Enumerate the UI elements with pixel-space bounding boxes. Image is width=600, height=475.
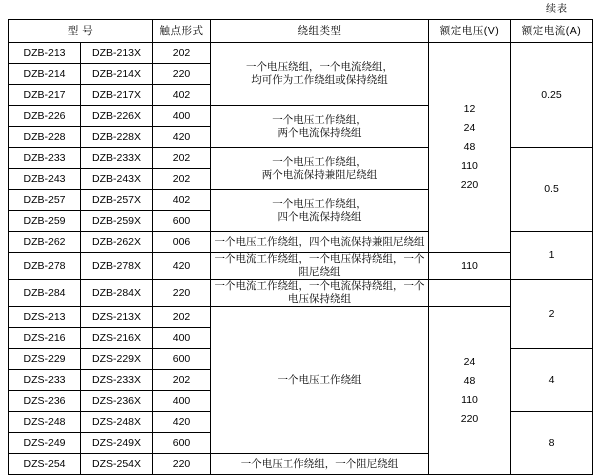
table-body [9,43,593,475]
cell-model-variant: DZB-243X [81,169,153,190]
cell-model-standard: DZB-284 [9,280,81,307]
cell-winding-type: 一个电流工作绕组，一个电流保持绕组，一个电压保持绕组 [211,280,429,307]
cell-model-variant: DZB-228X [81,127,153,148]
cell-contact-form: 202 [153,43,211,64]
cell-rated-current: 2 [511,280,593,349]
cell-model-variant: DZB-214X [81,64,153,85]
cell-model-standard: DZB-228 [9,127,81,148]
cell-model-standard: DZS-249 [9,433,81,454]
header-contact-form: 触点形式 [153,20,211,43]
cell-contact-form: 400 [153,391,211,412]
cell-model-standard: DZB-262 [9,232,81,253]
cell-rated-current: 0.25 [511,43,593,148]
cell-rated-voltage: 24 48 110 220 [429,307,511,475]
cell-contact-form: 600 [153,433,211,454]
cell-winding-type: 一个电压工作绕组， 两个电流保持绕组 [211,106,429,148]
cell-rated-current: 8 [511,412,593,475]
cell-model-variant: DZB-262X [81,232,153,253]
cell-model-variant: DZS-248X [81,412,153,433]
table-row [9,253,593,280]
header-rated-current: 额定电流(A) [511,20,593,43]
cell-model-variant: DZB-257X [81,190,153,211]
specification-table [8,19,593,475]
cell-rated-current: 0.5 [511,148,593,232]
cell-model-standard: DZB-259 [9,211,81,232]
cell-model-variant: DZB-259X [81,211,153,232]
table-header-row [9,20,593,43]
cell-contact-form: 402 [153,85,211,106]
cell-rated-current: 1 [511,232,593,280]
cell-model-standard: DZS-216 [9,328,81,349]
cell-winding-type: 一个电压工作绕组，一个阻尼绕组 [211,454,429,475]
cell-model-standard: DZS-254 [9,454,81,475]
cell-contact-form: 400 [153,328,211,349]
cell-model-standard: DZS-236 [9,391,81,412]
table-row [9,280,593,307]
cell-contact-form: 600 [153,349,211,370]
cell-contact-form: 402 [153,190,211,211]
cell-winding-type: 一个电压绕组，一个电流绕组， 均可作为工作绕组或保持绕组 [211,43,429,106]
cell-contact-form: 400 [153,106,211,127]
cell-winding-type: 一个电压工作绕组，四个电流保持兼阻尼绕组 [211,232,429,253]
header-model: 型 号 [9,20,153,43]
cell-contact-form: 202 [153,169,211,190]
cell-model-variant: DZS-254X [81,454,153,475]
cell-model-variant: DZS-229X [81,349,153,370]
cell-rated-current: 4 [511,349,593,412]
cell-winding-type: 一个电压工作绕组， 两个电流保持兼阻尼绕组 [211,148,429,190]
cell-winding-type: 一个电流工作绕组，一个电压保持绕组，一个阻尼绕组 [211,253,429,280]
cell-contact-form: 220 [153,454,211,475]
cell-model-variant: DZB-278X [81,253,153,280]
cell-model-variant: DZS-236X [81,391,153,412]
table-row [9,307,593,328]
table-header [9,20,593,43]
cell-contact-form: 420 [153,253,211,280]
continued-table-label: 续表 [546,4,568,15]
cell-model-variant: DZS-249X [81,433,153,454]
cell-model-standard: DZS-213 [9,307,81,328]
cell-model-standard: DZB-278 [9,253,81,280]
cell-model-standard: DZB-217 [9,85,81,106]
cell-contact-form: 202 [153,370,211,391]
cell-rated-voltage: 12 24 48 110 220 [429,43,511,253]
cell-winding-type: 一个电压工作绕组， 四个电流保持绕组 [211,190,429,232]
cell-model-variant: DZS-216X [81,328,153,349]
cell-model-variant: DZS-233X [81,370,153,391]
cell-contact-form: 202 [153,307,211,328]
cell-model-standard: DZB-233 [9,148,81,169]
cell-model-variant: DZB-217X [81,85,153,106]
cell-contact-form: 420 [153,127,211,148]
cell-model-standard: DZB-226 [9,106,81,127]
cell-model-standard: DZB-257 [9,190,81,211]
cell-contact-form: 600 [153,211,211,232]
cell-model-variant: DZS-213X [81,307,153,328]
cell-contact-form: 220 [153,64,211,85]
cell-model-variant: DZB-213X [81,43,153,64]
cell-model-standard: DZB-243 [9,169,81,190]
cell-winding-type: 一个电压工作绕组 [211,307,429,454]
cell-model-standard: DZB-214 [9,64,81,85]
cell-rated-voltage: 110 [429,253,511,280]
table-row [9,43,593,64]
header-rated-voltage: 额定电压(V) [429,20,511,43]
cell-contact-form: 220 [153,280,211,307]
cell-model-standard: DZS-248 [9,412,81,433]
cell-contact-form: 006 [153,232,211,253]
cell-contact-form: 420 [153,412,211,433]
cell-model-standard: DZB-213 [9,43,81,64]
header-winding-type: 绕组类型 [211,20,429,43]
cell-model-variant: DZB-284X [81,280,153,307]
cell-model-standard: DZS-229 [9,349,81,370]
cell-model-standard: DZS-233 [9,370,81,391]
cell-contact-form: 202 [153,148,211,169]
cell-model-variant: DZB-226X [81,106,153,127]
cell-model-variant: DZB-233X [81,148,153,169]
cell-rated-voltage [429,280,511,307]
